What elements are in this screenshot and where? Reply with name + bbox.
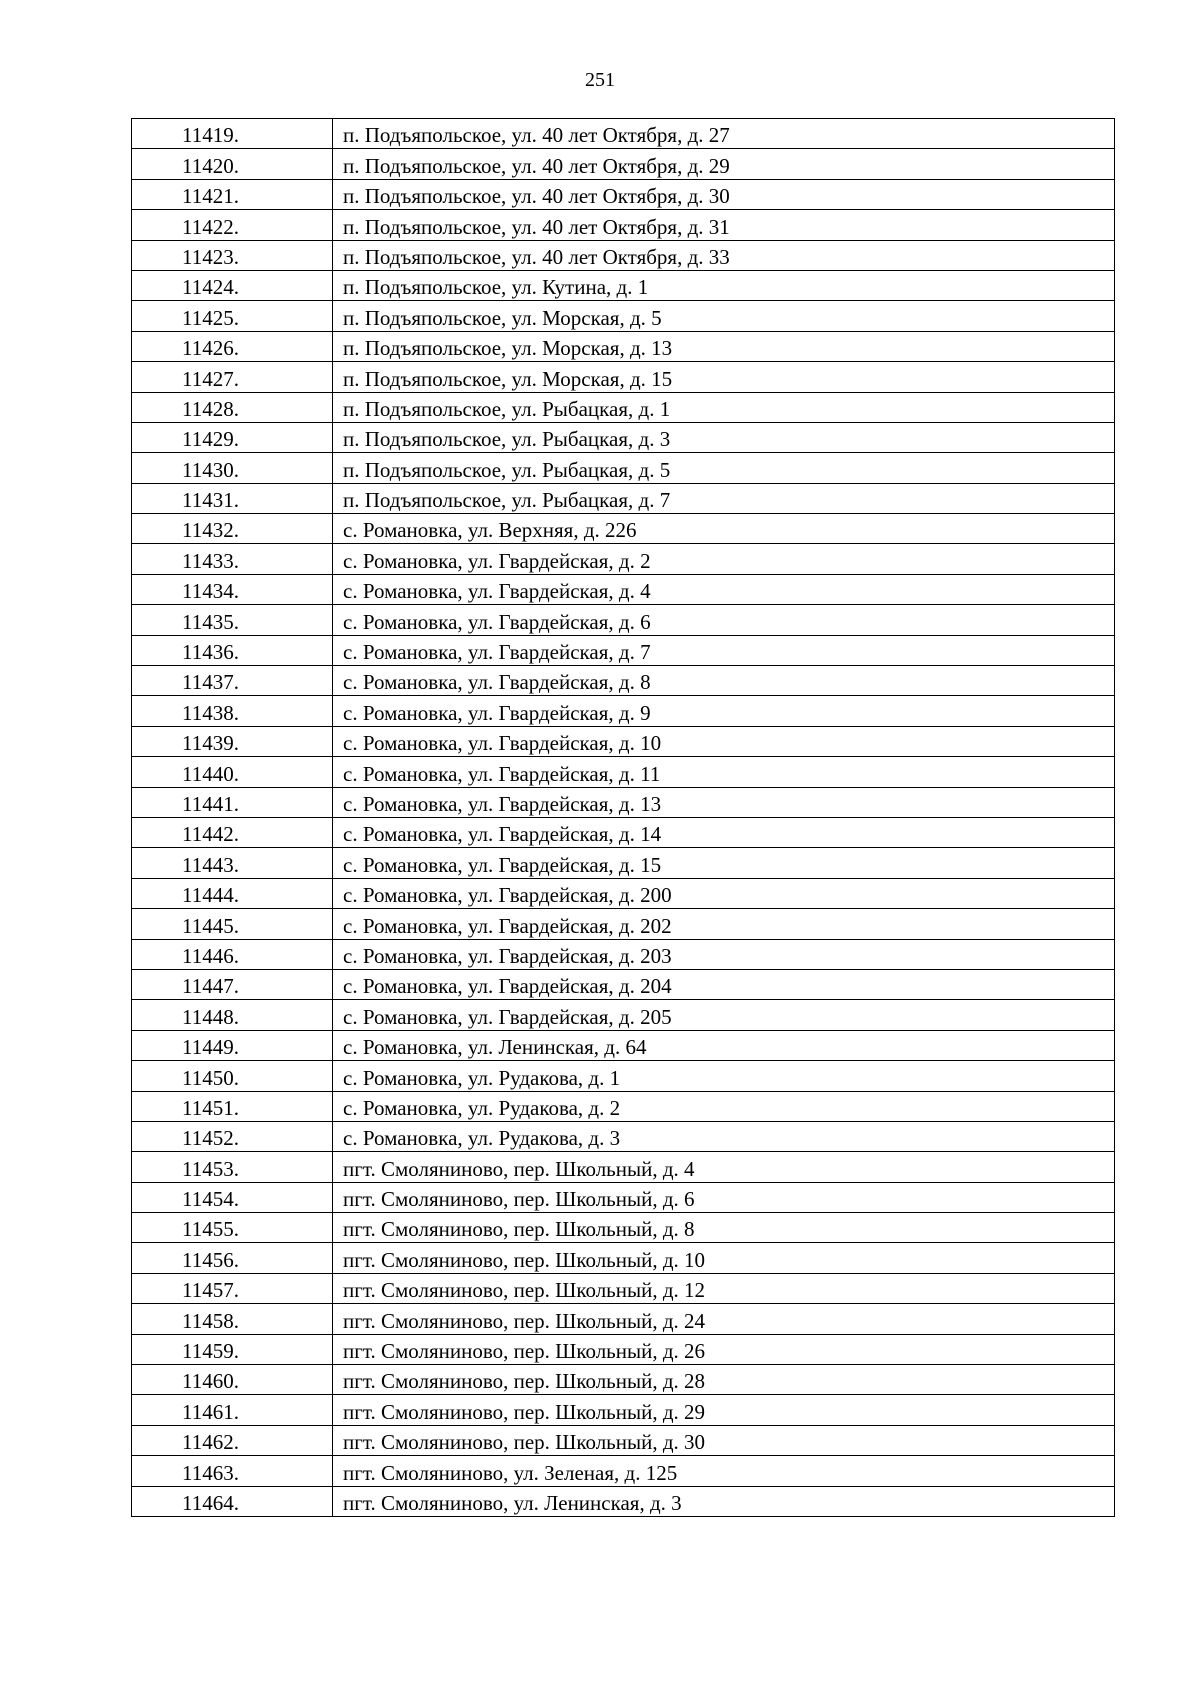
row-address: пгт. Смоляниново, пер. Школьный, д. 8 — [333, 1213, 1115, 1243]
address-table — [131, 118, 1115, 1517]
table-row — [132, 726, 1115, 756]
table-row — [132, 939, 1115, 969]
row-address: пгт. Смоляниново, пер. Школьный, д. 29 — [333, 1395, 1115, 1425]
table-row — [132, 666, 1115, 696]
row-address: пгт. Смоляниново, пер. Школьный, д. 24 — [333, 1304, 1115, 1334]
table-row — [132, 1182, 1115, 1212]
address-table-body — [132, 119, 1115, 1517]
table-row — [132, 392, 1115, 422]
row-number: 11457. — [132, 1273, 333, 1303]
row-number: 11463. — [132, 1456, 333, 1486]
table-row — [132, 817, 1115, 847]
row-number: 11459. — [132, 1334, 333, 1364]
row-address: с. Романовка, ул. Гвардейская, д. 7 — [333, 635, 1115, 665]
table-row — [132, 1213, 1115, 1243]
table-row — [132, 1061, 1115, 1091]
row-number: 11424. — [132, 270, 333, 300]
row-number: 11450. — [132, 1061, 333, 1091]
row-address: с. Романовка, ул. Гвардейская, д. 204 — [333, 969, 1115, 999]
table-row — [132, 1243, 1115, 1273]
row-number: 11434. — [132, 574, 333, 604]
table-row — [132, 1030, 1115, 1060]
row-number: 11451. — [132, 1091, 333, 1121]
row-number: 11443. — [132, 848, 333, 878]
row-address: с. Романовка, ул. Гвардейская, д. 10 — [333, 726, 1115, 756]
row-address: п. Подъяпольское, ул. Морская, д. 13 — [333, 331, 1115, 361]
row-number: 11440. — [132, 757, 333, 787]
row-address: с. Романовка, ул. Гвардейская, д. 8 — [333, 666, 1115, 696]
row-address: п. Подъяпольское, ул. Рыбацкая, д. 3 — [333, 422, 1115, 452]
row-address: с. Романовка, ул. Гвардейская, д. 15 — [333, 848, 1115, 878]
row-number: 11428. — [132, 392, 333, 422]
table-row — [132, 422, 1115, 452]
row-address: пгт. Смоляниново, пер. Школьный, д. 10 — [333, 1243, 1115, 1273]
row-address: пгт. Смоляниново, пер. Школьный, д. 12 — [333, 1273, 1115, 1303]
row-address: пгт. Смоляниново, ул. Зеленая, д. 125 — [333, 1456, 1115, 1486]
table-row — [132, 1456, 1115, 1486]
table-row — [132, 909, 1115, 939]
table-row — [132, 1152, 1115, 1182]
row-number: 11421. — [132, 179, 333, 209]
row-address: п. Подъяпольское, ул. 40 лет Октября, д. 33 — [333, 240, 1115, 270]
row-number: 11462. — [132, 1425, 333, 1455]
row-number: 11426. — [132, 331, 333, 361]
table-row — [132, 1000, 1115, 1030]
table-row — [132, 1486, 1115, 1516]
row-number: 11446. — [132, 939, 333, 969]
table-row — [132, 605, 1115, 635]
row-address: с. Романовка, ул. Гвардейская, д. 11 — [333, 757, 1115, 787]
row-address: п. Подъяпольское, ул. Рыбацкая, д. 1 — [333, 392, 1115, 422]
row-number: 11427. — [132, 362, 333, 392]
table-row — [132, 544, 1115, 574]
table-row — [132, 149, 1115, 179]
table-row — [132, 1121, 1115, 1151]
row-address: п. Подъяпольское, ул. 40 лет Октября, д. 30 — [333, 179, 1115, 209]
row-number: 11460. — [132, 1365, 333, 1395]
row-number: 11420. — [132, 149, 333, 179]
row-address: пгт. Смоляниново, ул. Ленинская, д. 3 — [333, 1486, 1115, 1516]
row-address: п. Подъяпольское, ул. Кутина, д. 1 — [333, 270, 1115, 300]
table-row — [132, 757, 1115, 787]
row-number: 11438. — [132, 696, 333, 726]
row-address: п. Подъяпольское, ул. 40 лет Октября, д. 27 — [333, 119, 1115, 149]
row-address: с. Романовка, ул. Гвардейская, д. 2 — [333, 544, 1115, 574]
table-row — [132, 1273, 1115, 1303]
row-number: 11453. — [132, 1152, 333, 1182]
row-number: 11437. — [132, 666, 333, 696]
table-row — [132, 787, 1115, 817]
row-number: 11464. — [132, 1486, 333, 1516]
row-address: с. Романовка, ул. Гвардейская, д. 6 — [333, 605, 1115, 635]
row-number: 11423. — [132, 240, 333, 270]
row-address: с. Романовка, ул. Верхняя, д. 226 — [333, 514, 1115, 544]
row-address: с. Романовка, ул. Рудакова, д. 2 — [333, 1091, 1115, 1121]
row-number: 11433. — [132, 544, 333, 574]
row-address: п. Подъяпольское, ул. 40 лет Октября, д. 31 — [333, 210, 1115, 240]
table-row — [132, 453, 1115, 483]
table-row — [132, 574, 1115, 604]
row-number: 11444. — [132, 878, 333, 908]
row-number: 11425. — [132, 301, 333, 331]
row-address: с. Романовка, ул. Гвардейская, д. 200 — [333, 878, 1115, 908]
row-number: 11447. — [132, 969, 333, 999]
table-row — [132, 635, 1115, 665]
table-row — [132, 179, 1115, 209]
row-address: пгт. Смоляниново, пер. Школьный, д. 26 — [333, 1334, 1115, 1364]
table-row — [132, 514, 1115, 544]
row-number: 11422. — [132, 210, 333, 240]
row-address: с. Романовка, ул. Ленинская, д. 64 — [333, 1030, 1115, 1060]
table-row — [132, 240, 1115, 270]
row-address: пгт. Смоляниново, пер. Школьный, д. 6 — [333, 1182, 1115, 1212]
table-row — [132, 1091, 1115, 1121]
row-number: 11432. — [132, 514, 333, 544]
table-row — [132, 1365, 1115, 1395]
row-address: с. Романовка, ул. Гвардейская, д. 14 — [333, 817, 1115, 847]
row-address: п. Подъяпольское, ул. Рыбацкая, д. 5 — [333, 453, 1115, 483]
row-number: 11429. — [132, 422, 333, 452]
row-address: пгт. Смоляниново, пер. Школьный, д. 4 — [333, 1152, 1115, 1182]
row-address: с. Романовка, ул. Рудакова, д. 1 — [333, 1061, 1115, 1091]
row-number: 11452. — [132, 1121, 333, 1151]
table-row — [132, 483, 1115, 513]
row-number: 11442. — [132, 817, 333, 847]
row-number: 11445. — [132, 909, 333, 939]
table-row — [132, 270, 1115, 300]
table-row — [132, 301, 1115, 331]
table-row — [132, 1425, 1115, 1455]
row-number: 11458. — [132, 1304, 333, 1334]
row-number: 11435. — [132, 605, 333, 635]
row-number: 11455. — [132, 1213, 333, 1243]
table-row — [132, 848, 1115, 878]
row-number: 11461. — [132, 1395, 333, 1425]
row-number: 11456. — [132, 1243, 333, 1273]
table-row — [132, 878, 1115, 908]
row-number: 11439. — [132, 726, 333, 756]
page-number: 251 — [585, 69, 615, 91]
table-row — [132, 969, 1115, 999]
row-address: с. Романовка, ул. Гвардейская, д. 202 — [333, 909, 1115, 939]
row-address: с. Романовка, ул. Гвардейская, д. 203 — [333, 939, 1115, 969]
row-address: с. Романовка, ул. Рудакова, д. 3 — [333, 1121, 1115, 1151]
row-number: 11441. — [132, 787, 333, 817]
row-number: 11430. — [132, 453, 333, 483]
row-address: с. Романовка, ул. Гвардейская, д. 205 — [333, 1000, 1115, 1030]
row-address: пгт. Смоляниново, пер. Школьный, д. 30 — [333, 1425, 1115, 1455]
row-address: с. Романовка, ул. Гвардейская, д. 9 — [333, 696, 1115, 726]
table-row — [132, 362, 1115, 392]
table-row — [132, 1395, 1115, 1425]
table-row — [132, 119, 1115, 149]
row-address: пгт. Смоляниново, пер. Школьный, д. 28 — [333, 1365, 1115, 1395]
row-number: 11431. — [132, 483, 333, 513]
row-address: п. Подъяпольское, ул. 40 лет Октября, д. 29 — [333, 149, 1115, 179]
row-address: п. Подъяпольское, ул. Рыбацкая, д. 7 — [333, 483, 1115, 513]
row-address: п. Подъяпольское, ул. Морская, д. 15 — [333, 362, 1115, 392]
table-row — [132, 1304, 1115, 1334]
table-row — [132, 210, 1115, 240]
row-number: 11448. — [132, 1000, 333, 1030]
row-address: с. Романовка, ул. Гвардейская, д. 4 — [333, 574, 1115, 604]
row-number: 11454. — [132, 1182, 333, 1212]
row-number: 11436. — [132, 635, 333, 665]
table-row — [132, 331, 1115, 361]
table-row — [132, 696, 1115, 726]
row-number: 11449. — [132, 1030, 333, 1060]
row-address: с. Романовка, ул. Гвардейская, д. 13 — [333, 787, 1115, 817]
row-number: 11419. — [132, 119, 333, 149]
row-address: п. Подъяпольское, ул. Морская, д. 5 — [333, 301, 1115, 331]
table-row — [132, 1334, 1115, 1364]
